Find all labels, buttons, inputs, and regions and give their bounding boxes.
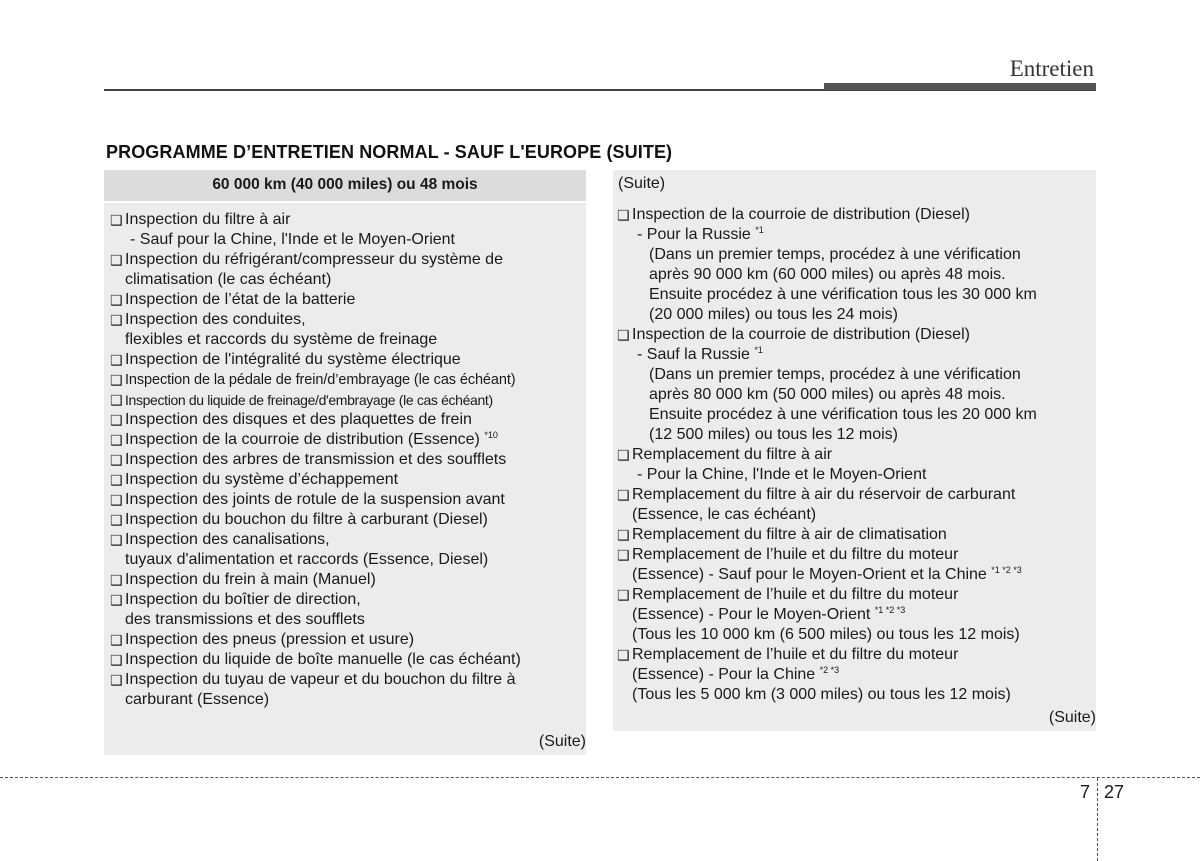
footer-divider	[0, 777, 1200, 778]
checkbox-icon: ❑	[110, 372, 123, 388]
checkbox-icon: ❑	[617, 547, 630, 563]
continued-label: (Suite)	[1048, 709, 1096, 726]
item-text: Remplacement de l’huile et du filtre du moteur	[632, 546, 959, 563]
item-detail: après 80 000 km (50 000 miles) ou après 48 mois.	[649, 386, 1006, 403]
checkbox-icon: ❑	[110, 452, 123, 468]
list-item	[110, 490, 586, 510]
item-text: Inspection du réfrigérant/compresseur du système de	[125, 251, 503, 268]
list-item	[110, 470, 586, 490]
checkbox-icon: ❑	[110, 592, 123, 608]
footnote-ref: *10	[484, 430, 498, 440]
item-text: Inspection du filtre à air	[125, 211, 291, 228]
item-detail: (Essence, le cas échéant)	[632, 506, 817, 523]
maintenance-panel-left	[104, 170, 586, 755]
list-item	[110, 390, 586, 410]
item-text: Inspection des disques et des plaquettes de frein	[125, 411, 472, 428]
panel-heading: 60 000 km (40 000 miles) ou 48 mois	[104, 170, 586, 203]
checkbox-icon: ❑	[110, 212, 123, 228]
item-text: Inspection de l’état de la batterie	[125, 291, 356, 308]
list-item	[617, 445, 1096, 465]
item-detail: (Essence) - Sauf pour le Moyen-Orient et la Chine $^{*1 *2 *3}$	[632, 565, 1022, 583]
list-item	[110, 670, 586, 690]
checkbox-icon: ❑	[110, 492, 123, 508]
item-detail: (Dans un premier temps, procédez à une vérification	[649, 246, 1021, 263]
checkbox-icon: ❑	[617, 527, 630, 543]
item-text: Inspection de l'intégralité du système électrique	[125, 351, 461, 368]
footnote-ref: *1 *2 *3	[874, 605, 906, 615]
item-detail: tuyaux d'alimentation et raccords (Essence, Diesel)	[125, 551, 489, 568]
item-text: Remplacement de l’huile et du filtre du moteur	[632, 586, 959, 603]
maintenance-panel-right	[613, 170, 1096, 731]
checkbox-icon: ❑	[110, 632, 123, 648]
checkbox-icon: ❑	[110, 252, 123, 268]
item-text: Inspection du boîtier de direction,	[125, 591, 361, 608]
item-sub: - Pour la Russie $^{*1}$	[637, 225, 764, 243]
item-text: Inspection de la courroie de distribution (Essence)	[125, 431, 485, 448]
list-item	[617, 585, 1096, 605]
item-text: Inspection du liquide de freinage/d'embrayage (le cas échéant)	[125, 392, 493, 408]
checkbox-icon: ❑	[110, 512, 123, 528]
checkbox-icon: ❑	[617, 587, 630, 603]
item-detail: Ensuite procédez à une vérification tous les 30 000 km	[649, 286, 1037, 303]
page-number: 27	[1104, 782, 1125, 802]
item-detail: climatisation (le cas échéant)	[125, 271, 332, 288]
item-text: Inspection des arbres de transmission et des soufflets	[125, 451, 507, 468]
item-detail: Ensuite procédez à une vérification tous les 20 000 km	[649, 406, 1037, 423]
item-detail: flexibles et raccords du système de freinage	[125, 331, 438, 348]
footnote-ref: *1 *2 *3	[991, 565, 1022, 575]
item-detail: (20 000 miles) ou tous les 24 mois)	[649, 306, 898, 323]
header-rule-accent	[824, 83, 1096, 90]
continued-label: (Suite)	[538, 733, 586, 750]
checkbox-icon: ❑	[617, 207, 630, 223]
list-item	[617, 325, 1096, 345]
checkbox-icon: ❑	[617, 327, 630, 343]
checkbox-icon: ❑	[110, 472, 123, 488]
item-detail: (Tous les 5 000 km (3 000 miles) ou tous les 12 mois)	[632, 686, 1011, 703]
list-item	[110, 590, 586, 610]
item-text: Inspection des conduites,	[125, 311, 306, 328]
list-item	[110, 530, 586, 550]
checkbox-icon: ❑	[617, 487, 630, 503]
list-item	[617, 485, 1096, 505]
item-text: Remplacement du filtre à air	[632, 446, 833, 463]
checkbox-icon: ❑	[110, 412, 123, 428]
item-text: Remplacement de l’huile et du filtre du moteur	[632, 646, 959, 663]
item-text: Inspection des joints de rotule de la suspension avant	[125, 491, 505, 508]
item-detail: (Essence) - Pour la Chine $^{*2 *3}$	[632, 665, 840, 683]
item-detail: (12 500 miles) ou tous les 12 mois)	[649, 426, 898, 443]
item-text: Remplacement du filtre à air de climatisation	[632, 526, 947, 543]
item-detail: après 90 000 km (60 000 miles) ou après 48 mois.	[649, 266, 1006, 283]
item-text: Inspection du bouchon du filtre à carburant (Diesel)	[125, 511, 488, 528]
list-item	[110, 430, 586, 450]
checkbox-icon: ❑	[617, 647, 630, 663]
checkbox-icon: ❑	[110, 392, 123, 408]
checkbox-icon: ❑	[110, 532, 123, 548]
checkbox-icon: ❑	[110, 312, 123, 328]
item-text: Inspection du liquide de boîte manuelle (le cas échéant)	[125, 651, 521, 668]
checkbox-icon: ❑	[617, 447, 630, 463]
item-detail: des transmissions et des soufflets	[125, 611, 365, 628]
checklist-right	[617, 205, 1096, 705]
list-item	[110, 450, 586, 470]
item-detail: (Dans un premier temps, procédez à une vérification	[649, 366, 1021, 383]
item-text: Inspection du tuyau de vapeur et du bouchon du filtre à	[125, 671, 516, 688]
list-item	[110, 410, 586, 430]
item-detail: carburant (Essence)	[125, 691, 270, 708]
item-text: Inspection des canalisations,	[125, 531, 330, 548]
continued-intro: (Suite)	[618, 175, 666, 192]
list-item	[617, 545, 1096, 565]
item-detail: (Tous les 10 000 km (6 500 miles) ou tous les 12 mois)	[632, 626, 1020, 643]
list-item	[110, 350, 586, 370]
list-item	[110, 510, 586, 530]
item-sub: - Sauf la Russie $^{*1}$	[637, 345, 763, 363]
checkbox-icon: ❑	[110, 572, 123, 588]
checkbox-icon: ❑	[110, 292, 123, 308]
checkbox-icon: ❑	[110, 432, 123, 448]
list-item	[110, 210, 586, 230]
item-text: Inspection des pneus (pression et usure)	[125, 631, 415, 648]
item-text: Inspection du frein à main (Manuel)	[125, 571, 376, 588]
list-item	[617, 525, 1096, 545]
checkbox-icon: ❑	[110, 652, 123, 668]
checklist-left	[110, 210, 586, 710]
list-item	[617, 645, 1096, 665]
item-text: Inspection de la courroie de distribution (Diesel)	[632, 206, 970, 223]
item-detail: - Sauf pour la Chine, l'Inde et le Moyen-Orient	[130, 231, 455, 248]
item-text: Inspection de la courroie de distribution (Diesel)	[632, 326, 970, 343]
list-item	[110, 370, 586, 390]
list-item	[110, 570, 586, 590]
list-item	[110, 310, 586, 330]
footnote-ref: *1	[755, 225, 764, 235]
list-item	[110, 630, 586, 650]
footnote-ref: *2 *3	[819, 665, 840, 675]
section-title: PROGRAMME D’ENTRETIEN NORMAL - SAUF L'EUROPE (SUITE)	[106, 142, 673, 162]
checkbox-icon: ❑	[110, 672, 123, 688]
list-item	[110, 650, 586, 670]
item-text: Remplacement du filtre à air du réservoir de carburant	[632, 486, 1016, 503]
item-text: Inspection de la pédale de frein/d’embrayage (le cas échéant)	[125, 372, 516, 388]
header-title: Entretien	[1009, 56, 1094, 81]
footer-vertical-divider	[1097, 778, 1098, 861]
checkbox-icon: ❑	[110, 352, 123, 368]
item-sub: - Pour la Chine, l'Inde et le Moyen-Orient	[637, 466, 927, 483]
list-item	[110, 250, 586, 270]
chapter-number: 7	[1080, 782, 1091, 802]
item-detail: (Essence) - Pour le Moyen-Orient $^{*1 *2 *3}$	[632, 605, 906, 623]
footnote-ref: *1	[754, 345, 763, 355]
list-item	[617, 205, 1096, 225]
list-item	[110, 290, 586, 310]
item-text: Inspection du système d’échappement	[125, 471, 399, 488]
